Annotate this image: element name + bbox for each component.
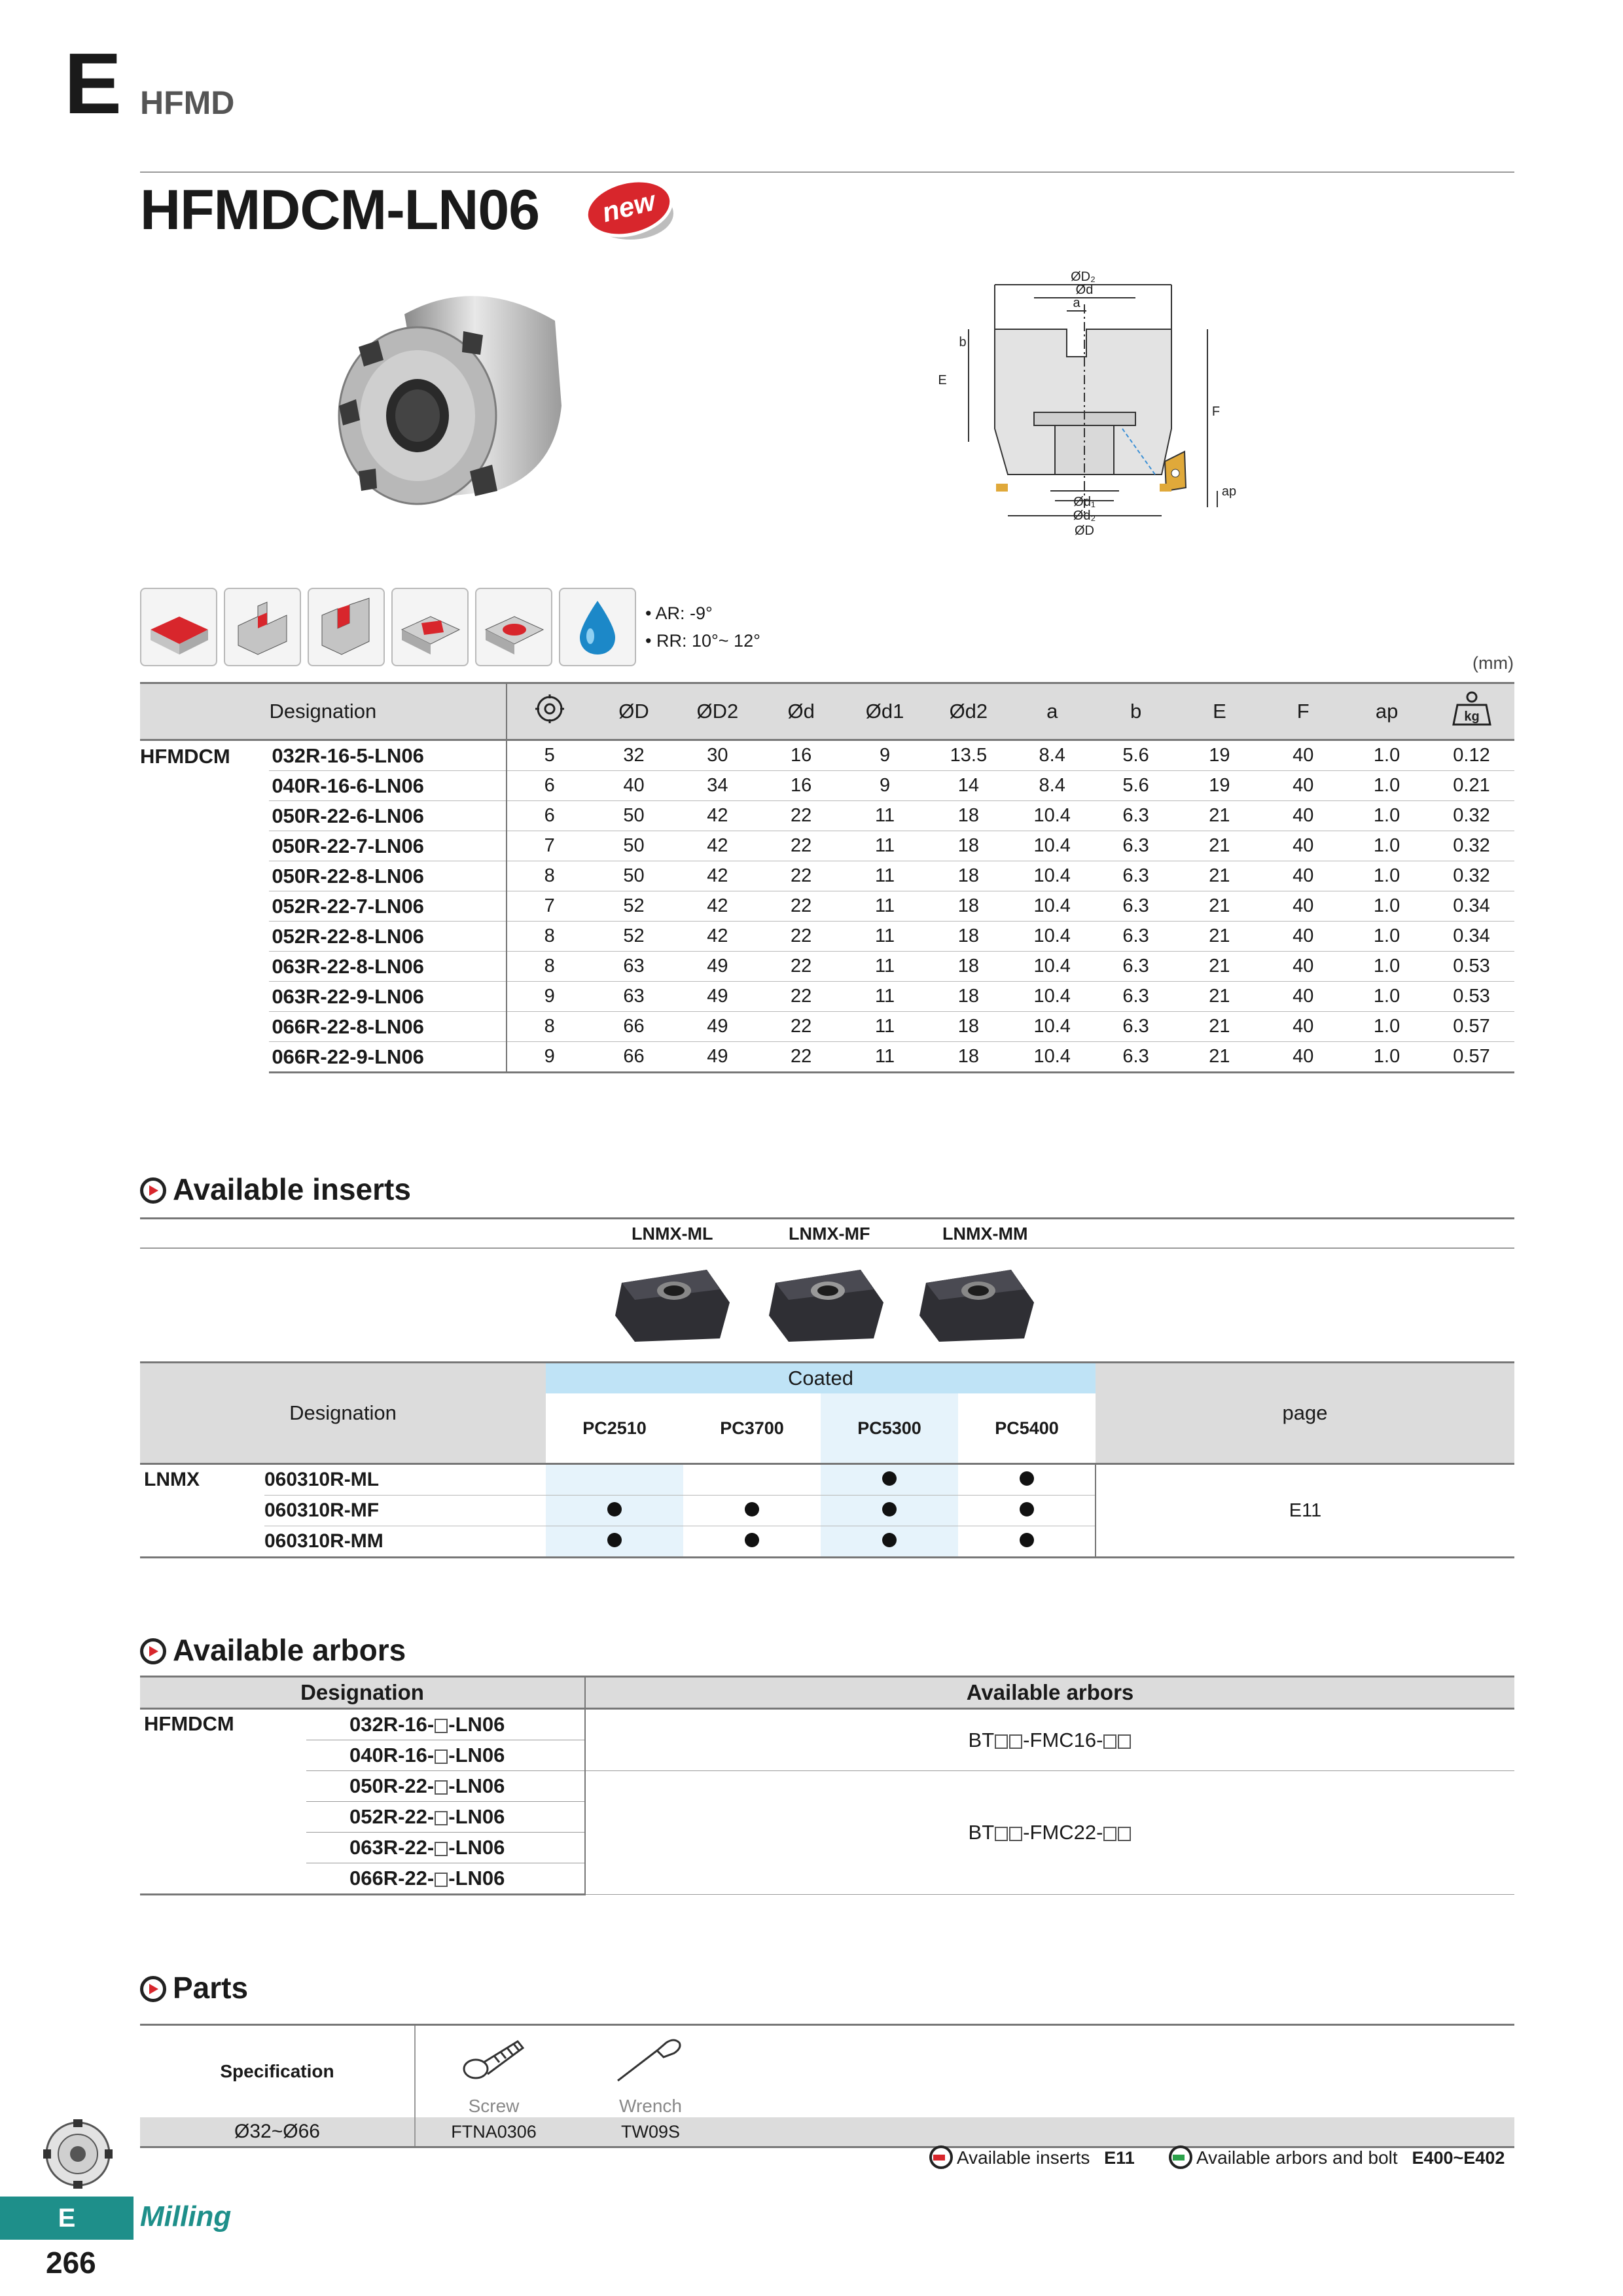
- value-cell: 6.3: [1094, 982, 1178, 1012]
- placeholder-box-icon: [1118, 1827, 1131, 1841]
- label-D: ØD: [1075, 524, 1094, 538]
- table-row: [140, 1042, 1514, 1073]
- col-ap: ap: [1345, 683, 1429, 740]
- available-dot-icon: [882, 1471, 897, 1486]
- arbor-family: HFMDCM: [140, 1709, 306, 1895]
- ins-col-coated: Coated: [546, 1363, 1096, 1394]
- teeth-icon: [507, 683, 592, 740]
- value-cell: 40: [1261, 952, 1345, 982]
- value-cell: 9: [843, 771, 927, 801]
- value-cell: 63: [592, 952, 676, 982]
- arbor-designation: 050R-22- -LN06: [306, 1771, 585, 1802]
- value-cell: 0.34: [1429, 891, 1514, 922]
- value-cell: 40: [1261, 771, 1345, 801]
- value-cell: 40: [1261, 1012, 1345, 1042]
- parts-heading: [140, 1970, 248, 2005]
- placeholder-box-icon: [995, 1827, 1008, 1841]
- value-cell: 21: [1177, 1042, 1261, 1073]
- value-cell: 8: [507, 952, 592, 982]
- value-cell: 34: [675, 771, 759, 801]
- value-cell: 10.4: [1010, 891, 1094, 922]
- value-cell: 10.4: [1010, 831, 1094, 861]
- section-tab: E: [0, 2197, 134, 2240]
- value-cell: 6: [507, 771, 592, 801]
- header-rule: [140, 171, 1514, 173]
- placeholder-box-icon: [1009, 1734, 1022, 1749]
- value-cell: 40: [592, 771, 676, 801]
- value-cell: 1.0: [1345, 891, 1429, 922]
- value-cell: 16: [759, 740, 843, 771]
- parts-heading-text: Parts: [173, 1971, 249, 2005]
- label-ap: ap: [1221, 484, 1237, 499]
- value-cell: 0.57: [1429, 1012, 1514, 1042]
- new-badge-text: new: [599, 185, 658, 228]
- available-dot-icon: [1020, 1502, 1034, 1516]
- insert-type-mm: LNMX-MM: [942, 1224, 1028, 1244]
- table-row: [140, 771, 1514, 801]
- value-cell: 6.3: [1094, 831, 1178, 861]
- slot-milling-icon: [308, 588, 385, 666]
- placeholder-box-icon: [1103, 1734, 1116, 1749]
- insert-image-ml: [609, 1257, 740, 1348]
- table-row: [140, 952, 1514, 982]
- value-cell: 0.34: [1429, 922, 1514, 952]
- section-label: Milling: [140, 2200, 232, 2233]
- value-cell: 9: [507, 982, 592, 1012]
- value-cell: 18: [927, 831, 1010, 861]
- designation-cell: 050R-22-7-LN06: [269, 831, 506, 861]
- value-cell: 7: [507, 891, 592, 922]
- ins-col-page: page: [1096, 1363, 1514, 1464]
- coolant-icon: [559, 588, 636, 666]
- grade-availability: [958, 1526, 1096, 1558]
- grade-availability: [546, 1526, 683, 1558]
- value-cell: 6.3: [1094, 891, 1178, 922]
- value-cell: 42: [675, 801, 759, 831]
- available-dot-icon: [882, 1533, 897, 1547]
- value-cell: 5.6: [1094, 771, 1178, 801]
- value-cell: 21: [1177, 801, 1261, 831]
- designation-cell: 050R-22-8-LN06: [269, 861, 506, 891]
- value-cell: 22: [759, 831, 843, 861]
- insert-designation: 060310R-ML: [264, 1464, 546, 1496]
- value-cell: 0.21: [1429, 771, 1514, 801]
- grade-availability: [821, 1526, 958, 1558]
- value-cell: 21: [1177, 1012, 1261, 1042]
- link-arrow-icon: [929, 2145, 953, 2169]
- face-milling-icon: [140, 588, 217, 666]
- value-cell: 1.0: [1345, 831, 1429, 861]
- designation-cell: 063R-22-8-LN06: [269, 952, 506, 982]
- arrow-icon: [140, 1177, 166, 1204]
- value-cell: 11: [843, 982, 927, 1012]
- value-cell: 0.57: [1429, 1042, 1514, 1073]
- table-row: [140, 831, 1514, 861]
- value-cell: 40: [1261, 922, 1345, 952]
- table-row: [140, 861, 1514, 891]
- arbor-spec: BT -FMC22-: [585, 1771, 1514, 1895]
- value-cell: 49: [675, 952, 759, 982]
- placeholder-box-icon: [1009, 1827, 1022, 1841]
- available-dot-icon: [1020, 1533, 1034, 1547]
- screw-code: FTNA0306: [415, 2117, 572, 2147]
- value-cell: 18: [927, 952, 1010, 982]
- table-row: [140, 891, 1514, 922]
- table-row: [140, 982, 1514, 1012]
- designation-cell: 050R-22-6-LN06: [269, 801, 506, 831]
- value-cell: 6.3: [1094, 952, 1178, 982]
- inserts-heading: [140, 1172, 411, 1207]
- value-cell: 30: [675, 740, 759, 771]
- value-cell: 0.32: [1429, 861, 1514, 891]
- value-cell: 22: [759, 982, 843, 1012]
- value-cell: 16: [759, 771, 843, 801]
- value-cell: 22: [759, 922, 843, 952]
- value-cell: 8: [507, 1012, 592, 1042]
- grade-availability: [683, 1464, 821, 1496]
- value-cell: 1.0: [1345, 922, 1429, 952]
- dimension-drawing: [903, 265, 1296, 553]
- inserts-heading-text: Available inserts: [173, 1172, 411, 1206]
- value-cell: 42: [675, 861, 759, 891]
- value-cell: 5: [507, 740, 592, 771]
- grade-pc5300: PC5300: [821, 1393, 958, 1464]
- arbor-designation: 066R-22- -LN06: [306, 1863, 585, 1895]
- arbor-designation: 052R-22- -LN06: [306, 1802, 585, 1833]
- value-cell: 22: [759, 801, 843, 831]
- table-row: [140, 1771, 1514, 1802]
- grade-availability: [546, 1496, 683, 1526]
- grade-pc3700: PC3700: [683, 1393, 821, 1464]
- insert-family: LNMX: [140, 1464, 264, 1558]
- grade-availability: [821, 1464, 958, 1496]
- new-badge: [581, 170, 679, 249]
- value-cell: 18: [927, 861, 1010, 891]
- designation-cell: 066R-22-8-LN06: [269, 1012, 506, 1042]
- value-cell: 22: [759, 952, 843, 982]
- value-cell: 66: [592, 1012, 676, 1042]
- available-dot-icon: [745, 1533, 759, 1547]
- arrow-icon: [140, 1976, 166, 2002]
- value-cell: 49: [675, 1042, 759, 1073]
- rake-ar: • AR: -9°: [645, 603, 713, 623]
- insert-type-ml: LNMX-ML: [632, 1224, 713, 1244]
- value-cell: 0.53: [1429, 982, 1514, 1012]
- col-D2: ØD2: [675, 683, 759, 740]
- col-b: b: [1094, 683, 1178, 740]
- value-cell: 8: [507, 861, 592, 891]
- value-cell: 40: [1261, 801, 1345, 831]
- value-cell: 10.4: [1010, 952, 1094, 982]
- placeholder-box-icon: [435, 1749, 448, 1764]
- grade-availability: [958, 1496, 1096, 1526]
- value-cell: 10.4: [1010, 861, 1094, 891]
- value-cell: 18: [927, 922, 1010, 952]
- designation-cell: 066R-22-9-LN06: [269, 1042, 506, 1073]
- value-cell: 40: [1261, 861, 1345, 891]
- insert-designation: 060310R-MM: [264, 1526, 546, 1558]
- ins-col-designation: Designation: [140, 1363, 546, 1464]
- value-cell: 14: [927, 771, 1010, 801]
- value-cell: 1.0: [1345, 1012, 1429, 1042]
- value-cell: 0.53: [1429, 952, 1514, 982]
- value-cell: 22: [759, 891, 843, 922]
- screw-label: Screw: [468, 2095, 520, 2116]
- grade-availability: [958, 1464, 1096, 1496]
- value-cell: 40: [1261, 740, 1345, 771]
- link-arrow-icon: [1169, 2145, 1192, 2169]
- value-cell: 8.4: [1010, 740, 1094, 771]
- grade-availability: [683, 1526, 821, 1558]
- designation-cell: 063R-22-9-LN06: [269, 982, 506, 1012]
- arrow-icon: [140, 1638, 166, 1664]
- placeholder-box-icon: [1118, 1734, 1131, 1749]
- value-cell: 49: [675, 982, 759, 1012]
- value-cell: 52: [592, 891, 676, 922]
- table-row: [140, 922, 1514, 952]
- col-F: F: [1261, 683, 1345, 740]
- value-cell: 49: [675, 1012, 759, 1042]
- arbors-heading-text: Available arbors: [173, 1633, 406, 1667]
- value-cell: 22: [759, 1042, 843, 1073]
- parts-range: Ø32~Ø66: [140, 2117, 415, 2147]
- designation-cell: 052R-22-7-LN06: [269, 891, 506, 922]
- available-dot-icon: [745, 1502, 759, 1516]
- value-cell: 52: [592, 922, 676, 952]
- label-d: Ød: [1075, 283, 1094, 297]
- arbor-designation: 063R-22- -LN06: [306, 1833, 585, 1863]
- arbors-heading: [140, 1632, 406, 1668]
- plunging-icon: [475, 588, 552, 666]
- value-cell: 1.0: [1345, 861, 1429, 891]
- available-dot-icon: [1020, 1471, 1034, 1486]
- value-cell: 0.12: [1429, 740, 1514, 771]
- label-D2: ØD₂: [1071, 270, 1096, 284]
- label-a: a: [1073, 296, 1080, 310]
- value-cell: 40: [1261, 982, 1345, 1012]
- value-cell: 1.0: [1345, 982, 1429, 1012]
- arbor-designation: 032R-16- -LN06: [306, 1709, 585, 1740]
- wrench-label: Wrench: [619, 2095, 682, 2116]
- value-cell: 8: [507, 922, 592, 952]
- grade-pc5400: PC5400: [958, 1393, 1096, 1464]
- value-cell: 11: [843, 952, 927, 982]
- grade-availability: [546, 1464, 683, 1496]
- value-cell: 6: [507, 801, 592, 831]
- value-cell: 21: [1177, 861, 1261, 891]
- value-cell: 10.4: [1010, 1012, 1094, 1042]
- placeholder-box-icon: [435, 1780, 448, 1795]
- col-a: a: [1010, 683, 1094, 740]
- inserts-rule: [140, 1217, 1514, 1219]
- inserts-table: [140, 1361, 1514, 1558]
- designation-cell: 040R-16-6-LN06: [269, 771, 506, 801]
- weight-icon-text: kg: [1463, 709, 1480, 724]
- value-cell: 21: [1177, 891, 1261, 922]
- placeholder-box-icon: [1103, 1827, 1116, 1841]
- arb-col-designation: Designation: [140, 1677, 585, 1709]
- insert-image-mm: [913, 1257, 1044, 1348]
- value-cell: 1.0: [1345, 771, 1429, 801]
- value-cell: 6.3: [1094, 861, 1178, 891]
- value-cell: 1.0: [1345, 801, 1429, 831]
- value-cell: 1.0: [1345, 952, 1429, 982]
- value-cell: 40: [1261, 891, 1345, 922]
- col-d2: Ød2: [927, 683, 1010, 740]
- value-cell: 6.3: [1094, 922, 1178, 952]
- table-row: [140, 801, 1514, 831]
- value-cell: 40: [1261, 831, 1345, 861]
- col-d: Ød: [759, 683, 843, 740]
- col-designation: Designation: [140, 683, 507, 740]
- value-cell: 40: [1261, 1042, 1345, 1073]
- available-dot-icon: [607, 1533, 622, 1547]
- label-E: E: [938, 373, 947, 387]
- footer-link-arbors[interactable]: Available arbors and bolt E400~E402: [1169, 2145, 1505, 2169]
- value-cell: 6.3: [1094, 801, 1178, 831]
- insert-image-mf: [762, 1257, 893, 1348]
- arbors-table: [140, 1676, 1514, 1895]
- value-cell: 18: [927, 891, 1010, 922]
- col-D: ØD: [592, 683, 676, 740]
- table-row: [140, 1709, 1514, 1740]
- value-cell: 1.0: [1345, 740, 1429, 771]
- value-cell: 10.4: [1010, 922, 1094, 952]
- ramping-icon: [391, 588, 469, 666]
- value-cell: 11: [843, 801, 927, 831]
- value-cell: 11: [843, 922, 927, 952]
- designation-table-header: [140, 683, 1514, 740]
- arbor-designation: 040R-16- -LN06: [306, 1740, 585, 1771]
- value-cell: 13.5: [927, 740, 1010, 771]
- value-cell: 5.6: [1094, 740, 1178, 771]
- wrench-code: TW09S: [572, 2117, 729, 2147]
- value-cell: 63: [592, 982, 676, 1012]
- value-cell: 66: [592, 1042, 676, 1073]
- designation-table: [140, 682, 1514, 1073]
- value-cell: 11: [843, 1042, 927, 1073]
- value-cell: 11: [843, 1012, 927, 1042]
- placeholder-box-icon: [435, 1873, 448, 1887]
- milling-cutter-icon: [42, 2118, 114, 2190]
- value-cell: 42: [675, 831, 759, 861]
- insert-type-mf: LNMX-MF: [789, 1224, 870, 1244]
- available-dot-icon: [607, 1502, 622, 1516]
- value-cell: 50: [592, 801, 676, 831]
- shoulder-milling-icon: [224, 588, 301, 666]
- value-cell: 19: [1177, 740, 1261, 771]
- grade-availability: [683, 1496, 821, 1526]
- section-name: HFMD: [140, 84, 235, 121]
- col-E: E: [1177, 683, 1261, 740]
- value-cell: 8.4: [1010, 771, 1094, 801]
- value-cell: 21: [1177, 922, 1261, 952]
- label-d1: Ød₁: [1073, 495, 1096, 509]
- family-label: HFMDCM: [140, 745, 230, 768]
- value-cell: 50: [592, 861, 676, 891]
- page-number: 266: [46, 2246, 96, 2280]
- value-cell: 21: [1177, 982, 1261, 1012]
- value-cell: 0.32: [1429, 831, 1514, 861]
- value-cell: 22: [759, 1012, 843, 1042]
- value-cell: 10.4: [1010, 801, 1094, 831]
- table-row: [140, 740, 1514, 771]
- value-cell: 22: [759, 861, 843, 891]
- insert-page-ref: E11: [1096, 1464, 1514, 1558]
- placeholder-box-icon: [995, 1734, 1008, 1749]
- available-dot-icon: [882, 1502, 897, 1516]
- product-title: HFMDCM-LN06: [140, 179, 540, 242]
- designation-cell: 032R-16-5-LN06: [269, 740, 506, 771]
- value-cell: 18: [927, 1012, 1010, 1042]
- value-cell: 11: [843, 831, 927, 861]
- value-cell: 42: [675, 922, 759, 952]
- value-cell: 19: [1177, 771, 1261, 801]
- insert-designation: 060310R-MF: [264, 1496, 546, 1526]
- value-cell: 21: [1177, 831, 1261, 861]
- inserts-rule-2: [140, 1247, 1514, 1249]
- placeholder-box-icon: [435, 1811, 448, 1825]
- value-cell: 18: [927, 982, 1010, 1012]
- table-row: [140, 1012, 1514, 1042]
- parts-spec-label: Specification: [140, 2025, 415, 2118]
- col-d1: Ød1: [843, 683, 927, 740]
- weight-icon: [1429, 683, 1514, 740]
- unit-label: (mm): [1472, 653, 1514, 673]
- table-row: [140, 1464, 1514, 1496]
- value-cell: 50: [592, 831, 676, 861]
- value-cell: 1.0: [1345, 1042, 1429, 1073]
- arbor-spec: BT -FMC16-: [585, 1709, 1514, 1771]
- value-cell: 32: [592, 740, 676, 771]
- designation-cell: 052R-22-8-LN06: [269, 922, 506, 952]
- value-cell: 9: [843, 740, 927, 771]
- grade-pc2510: PC2510: [546, 1393, 683, 1464]
- wrench-icon: [572, 2025, 729, 2095]
- value-cell: 42: [675, 891, 759, 922]
- value-cell: 6.3: [1094, 1042, 1178, 1073]
- value-cell: 18: [927, 801, 1010, 831]
- placeholder-box-icon: [435, 1842, 448, 1856]
- label-d2: Ød₂: [1073, 509, 1096, 523]
- value-cell: 0.32: [1429, 801, 1514, 831]
- value-cell: 10.4: [1010, 982, 1094, 1012]
- value-cell: 11: [843, 861, 927, 891]
- value-cell: 11: [843, 891, 927, 922]
- value-cell: 21: [1177, 952, 1261, 982]
- cutter-photo: [306, 275, 581, 537]
- parts-table: [140, 2024, 1514, 2148]
- value-cell: 9: [507, 1042, 592, 1073]
- rake-rr: • RR: 10°~ 12°: [645, 631, 760, 651]
- screw-icon: [415, 2025, 572, 2095]
- label-F: F: [1211, 404, 1221, 419]
- arb-col-arbors: Available arbors: [585, 1677, 1514, 1709]
- placeholder-box-icon: [435, 1719, 448, 1733]
- value-cell: 6.3: [1094, 1012, 1178, 1042]
- value-cell: 10.4: [1010, 1042, 1094, 1073]
- section-letter: E: [64, 35, 122, 132]
- grade-availability: [821, 1496, 958, 1526]
- value-cell: 7: [507, 831, 592, 861]
- value-cell: 18: [927, 1042, 1010, 1073]
- footer-link-inserts[interactable]: Available inserts E11: [929, 2145, 1135, 2169]
- label-b: b: [959, 335, 967, 350]
